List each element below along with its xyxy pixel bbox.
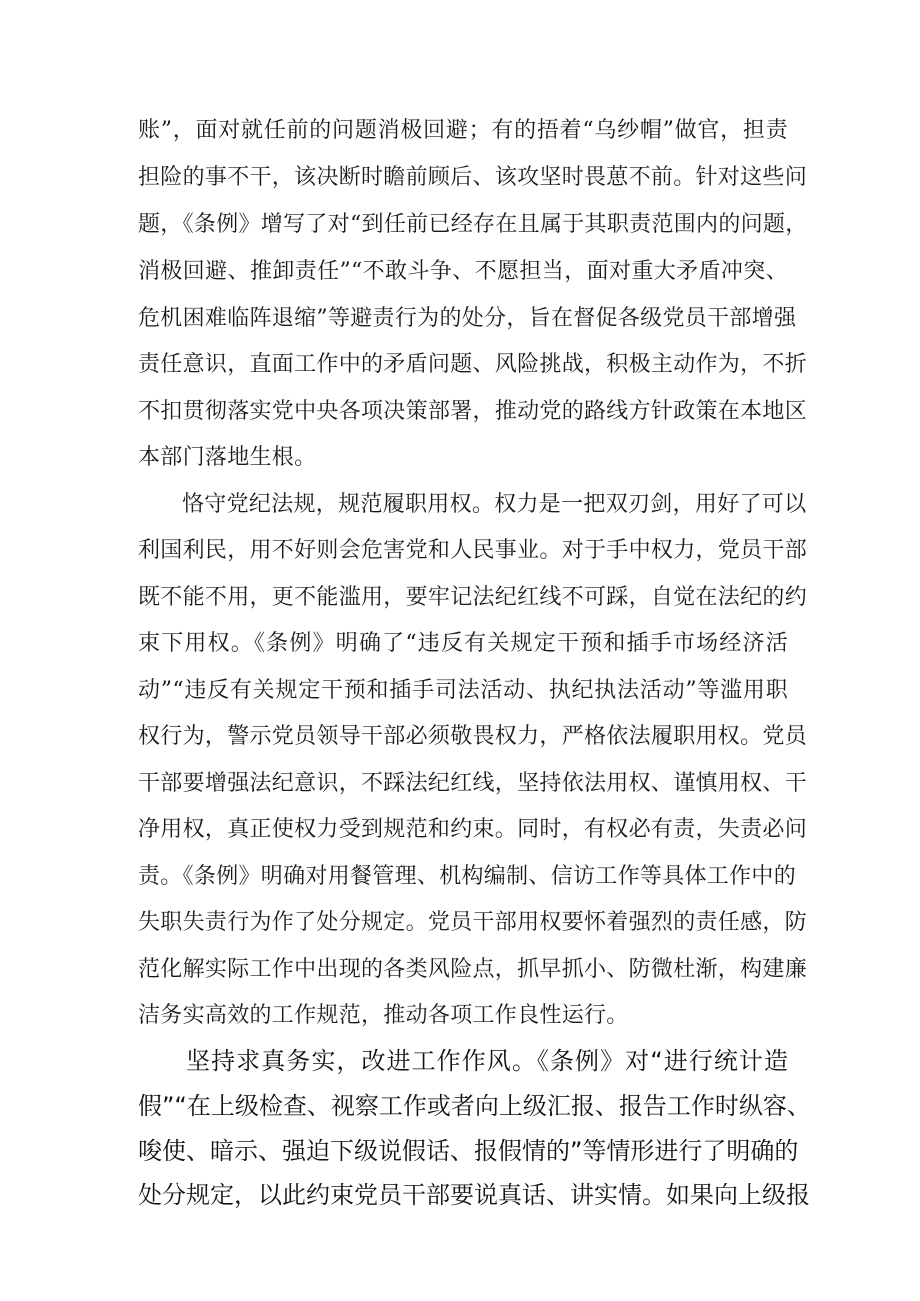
paragraph-3-line-3: 唆使、暗示、强迫下级说假话、报假情的”等情形进行了明确的 bbox=[138, 1137, 799, 1165]
paragraph-1-line-6: 责任意识，直面工作中的矛盾问题、风险挑战，积极主动作为，不折 bbox=[138, 352, 808, 377]
paragraph-3-line-4: 处分规定，以此约束党员干部要说真话、讲实情。如果向上级报 bbox=[138, 1181, 810, 1209]
paragraph-1-line-3: 题，《条例》增写了对“到任前已经存在且属于其职责范围内的问题， bbox=[138, 212, 808, 237]
paragraph-2-line-3: 既不能不用，更不能滥用，要牢记法纪红线不可踩，自觉在法纪的约 bbox=[138, 585, 808, 610]
paragraph-1-line-5: 危机困难临阵退缩”等避责行为的处分，旨在督促各级党员干部增强 bbox=[138, 306, 797, 331]
paragraph-2-line-4: 束下用权。《条例》明确了“违反有关规定干预和插手市场经济活 bbox=[138, 631, 788, 656]
paragraph-2-line-9: 责。《条例》明确对用餐管理、机构编制、信访工作等具体工作中的 bbox=[138, 864, 797, 889]
paragraph-2-line-10: 失职失责行为作了处分规定。党员干部用权要怀着强烈的责任感，防 bbox=[138, 910, 808, 935]
paragraph-1-line-8: 本部门落地生根。 bbox=[138, 445, 317, 470]
paragraph-2-line-1: 恪守党纪法规，规范履职用权。权力是一把双刃剑，用好了可以 bbox=[182, 492, 807, 517]
paragraph-1-line-4: 消极回避、推卸责任”“不敢斗争、不愿担当，面对重大矛盾冲突、 bbox=[138, 259, 788, 284]
paragraph-1-line-1: 账”，面对就任前的问题消极回避；有的捂着“乌纱帽”做官，担责 bbox=[138, 118, 788, 143]
paragraph-2-line-6: 权行为，警示党员领导干部必须敬畏权力，严格依法履职用权。党员 bbox=[138, 724, 808, 749]
paragraph-2-line-11: 范化解实际工作中出现的各类风险点，抓早抓小、防微杜渐，构建廉 bbox=[138, 957, 808, 982]
paragraph-3-line-1: 坚持求真务实，改进工作作风。《条例》对“进行统计造 bbox=[186, 1047, 788, 1075]
paragraph-2-line-2: 利国利民，用不好则会危害党和人民事业。对于手中权力，党员干部 bbox=[138, 538, 808, 563]
paragraph-2-line-7: 干部要增强法纪意识，不踩法纪红线，坚持依法用权、谨慎用权、干 bbox=[138, 771, 808, 796]
paragraph-2-line-12: 洁务实高效的工作规范，推动各项工作良性运行。 bbox=[138, 1003, 629, 1028]
paragraph-2-line-8: 净用权，真正使权力受到规范和约束。同时，有权必有责，失责必问 bbox=[138, 817, 808, 842]
paragraph-1-line-2: 担险的事不干，该决断时瞻前顾后、该攻坚时畏葸不前。针对这些问 bbox=[138, 165, 808, 190]
paragraph-1-line-7: 不扣贯彻落实党中央各项决策部署，推动党的路线方针政策在本地区 bbox=[138, 399, 808, 424]
paragraph-2-line-5: 动”“违反有关规定干预和插手司法活动、执纪执法活动”等滥用职 bbox=[138, 678, 788, 703]
paragraph-3-line-2: 假”“在上级检查、视察工作或者向上级汇报、报告工作时纵容、 bbox=[138, 1092, 811, 1120]
